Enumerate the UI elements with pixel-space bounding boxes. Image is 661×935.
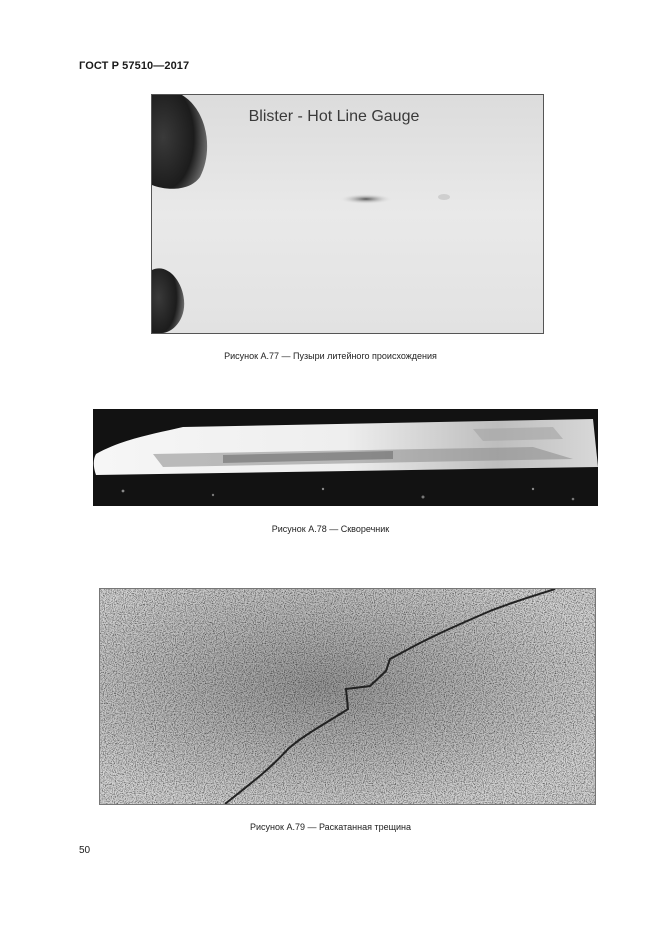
figure-a77-photo: [151, 94, 544, 334]
figure-a77-caption: Рисунок А.77 — Пузыри литейного происхождения: [224, 351, 437, 361]
page-number: 50: [79, 845, 91, 856]
figure-a79-caption: Рисунок А.79 — Раскатанная трещина: [250, 822, 411, 832]
document-code-header: ГОСТ Р 57510—2017: [79, 60, 190, 72]
figure-a78-caption: Рисунок А.78 — Скворечник: [271, 524, 390, 534]
figure-a78-photo: [93, 409, 598, 506]
figure-a79-photo: [99, 588, 596, 805]
photo-label-text: Blister - Hot Line Gauge: [248, 108, 420, 125]
